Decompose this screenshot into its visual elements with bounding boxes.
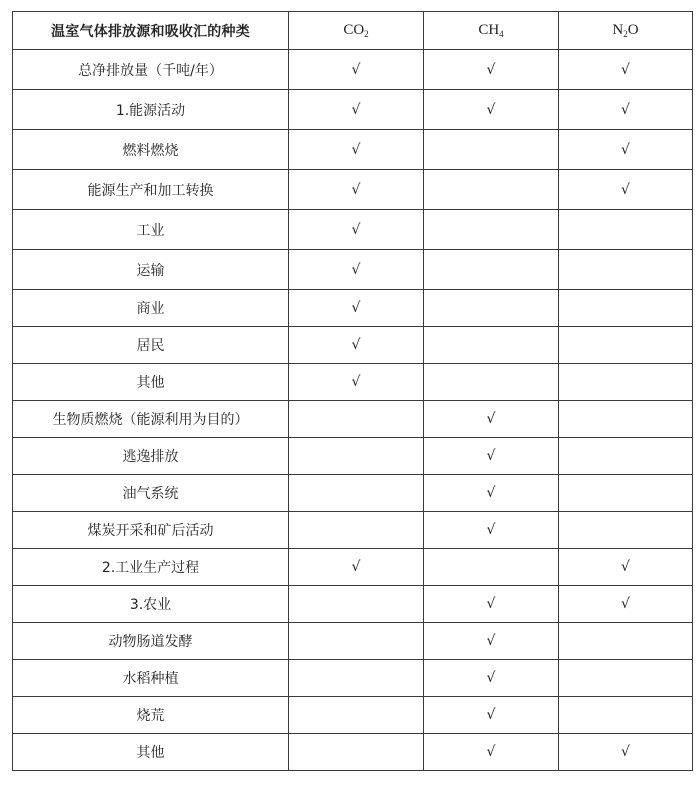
co2-check xyxy=(289,623,424,660)
table-row xyxy=(13,475,693,512)
co2-check: √ xyxy=(289,364,424,401)
table-row xyxy=(13,401,693,438)
row-label: 烧荒 xyxy=(13,697,289,734)
row-label: 动物肠道发酵 xyxy=(13,623,289,660)
table-row xyxy=(13,50,693,90)
row-label: 煤炭开采和矿后活动 xyxy=(13,512,289,549)
n2o-check xyxy=(559,697,693,734)
ch4-check: √ xyxy=(424,623,559,660)
n2o-check xyxy=(559,623,693,660)
co2-check: √ xyxy=(289,290,424,327)
n2o-check xyxy=(559,327,693,364)
row-label: 商业 xyxy=(13,290,289,327)
table-row xyxy=(13,586,693,623)
table-row xyxy=(13,623,693,660)
table-row xyxy=(13,327,693,364)
row-label: 2.工业生产过程 xyxy=(13,549,289,586)
row-label: 生物质燃烧（能源利用为目的） xyxy=(13,401,289,438)
n2o-check xyxy=(559,364,693,401)
n2o-check xyxy=(559,210,693,250)
co2-check: √ xyxy=(289,170,424,210)
ch4-check xyxy=(424,290,559,327)
table-row xyxy=(13,734,693,771)
ch4-check: √ xyxy=(424,401,559,438)
n2o-header: $N_2O$ xyxy=(559,12,693,50)
co2-check: √ xyxy=(289,90,424,130)
row-label: 逃逸排放 xyxy=(13,438,289,475)
ch4-check xyxy=(424,364,559,401)
row-label: 其他 xyxy=(13,364,289,401)
ch4-check: √ xyxy=(424,697,559,734)
emissions-table xyxy=(12,11,693,771)
table-row xyxy=(13,660,693,697)
ch4-check: √ xyxy=(424,512,559,549)
ch4-check xyxy=(424,250,559,290)
n2o-check xyxy=(559,512,693,549)
row-label: 运输 xyxy=(13,250,289,290)
row-label: 水稻种植 xyxy=(13,660,289,697)
co2-check xyxy=(289,401,424,438)
ch4-check: √ xyxy=(424,586,559,623)
table-row xyxy=(13,512,693,549)
table-row xyxy=(13,290,693,327)
co2-check: √ xyxy=(289,210,424,250)
co2-check: √ xyxy=(289,327,424,364)
table-row xyxy=(13,549,693,586)
table-row xyxy=(13,90,693,130)
row-label: 燃料燃烧 xyxy=(13,130,289,170)
ch4-check: √ xyxy=(424,475,559,512)
co2-check: √ xyxy=(289,130,424,170)
co2-check xyxy=(289,586,424,623)
n2o-check xyxy=(559,438,693,475)
category-header: 温室气体排放源和吸收汇的种类 xyxy=(13,12,289,50)
row-label: 其他 xyxy=(13,734,289,771)
row-label: 能源生产和加工转换 xyxy=(13,170,289,210)
n2o-check: √ xyxy=(559,734,693,771)
n2o-check: √ xyxy=(559,130,693,170)
row-label: 油气系统 xyxy=(13,475,289,512)
co2-header: $CO_2$ xyxy=(289,12,424,50)
co2-check: √ xyxy=(289,549,424,586)
table-row xyxy=(13,210,693,250)
co2-check xyxy=(289,734,424,771)
n2o-check xyxy=(559,250,693,290)
ch4-header: $CH_4$ xyxy=(424,12,559,50)
co2-check: √ xyxy=(289,250,424,290)
table-row xyxy=(13,438,693,475)
table-row xyxy=(13,130,693,170)
n2o-check: √ xyxy=(559,170,693,210)
co2-check xyxy=(289,660,424,697)
n2o-check xyxy=(559,660,693,697)
table-row xyxy=(13,364,693,401)
co2-check xyxy=(289,438,424,475)
row-label: 居民 xyxy=(13,327,289,364)
ch4-check xyxy=(424,210,559,250)
table-row xyxy=(13,250,693,290)
co2-check: √ xyxy=(289,50,424,90)
n2o-check: √ xyxy=(559,549,693,586)
table-row xyxy=(13,697,693,734)
co2-check xyxy=(289,512,424,549)
row-label: 工业 xyxy=(13,210,289,250)
n2o-check xyxy=(559,401,693,438)
ch4-check xyxy=(424,130,559,170)
ch4-check xyxy=(424,327,559,364)
row-label: 总净排放量（千吨/年） xyxy=(13,50,289,90)
row-label: 1.能源活动 xyxy=(13,90,289,130)
ch4-check xyxy=(424,549,559,586)
ch4-check: √ xyxy=(424,734,559,771)
ch4-check: √ xyxy=(424,50,559,90)
ch4-check: √ xyxy=(424,660,559,697)
row-label: 3.农业 xyxy=(13,586,289,623)
ch4-check xyxy=(424,170,559,210)
ch4-check: √ xyxy=(424,90,559,130)
n2o-check: √ xyxy=(559,90,693,130)
co2-check xyxy=(289,475,424,512)
ch4-check: √ xyxy=(424,438,559,475)
table-row xyxy=(13,170,693,210)
n2o-check: √ xyxy=(559,50,693,90)
n2o-check xyxy=(559,290,693,327)
header-row xyxy=(13,12,693,50)
n2o-check: √ xyxy=(559,586,693,623)
n2o-check xyxy=(559,475,693,512)
co2-check xyxy=(289,697,424,734)
